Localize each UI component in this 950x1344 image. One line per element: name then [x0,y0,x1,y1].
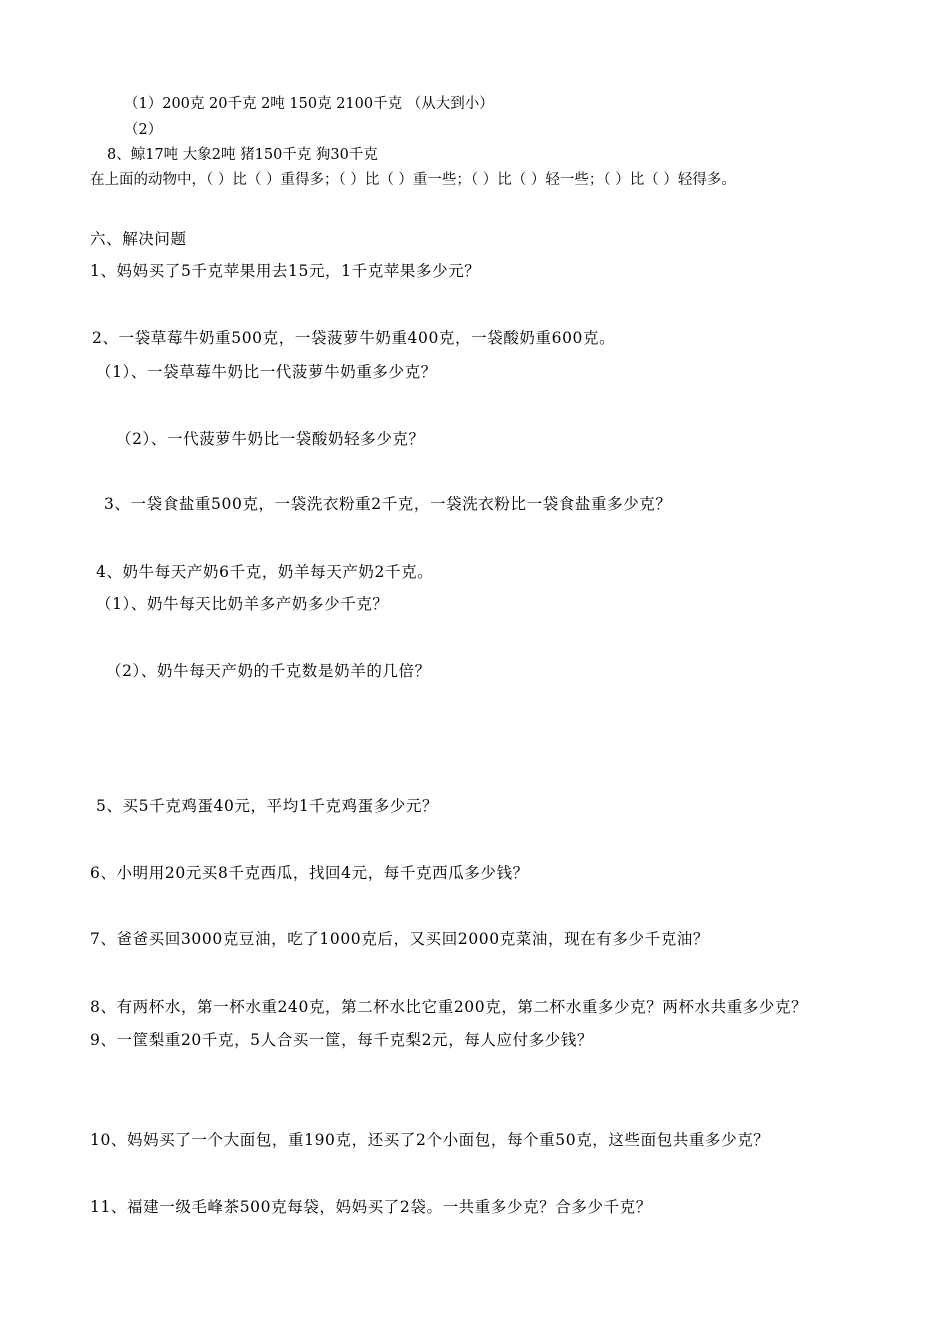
problem-9: 9、一筐梨重20千克，5人合买一筐，每千克梨2元，每人应付多少钱？ [90,1031,594,1049]
problem-4-part-1: （1）、奶牛每天比奶羊多产奶多少千克？ [96,595,389,613]
problem-4-part-2: （2）、奶牛每天产奶的千克数是奶羊的几倍？ [106,662,431,680]
problem-10: 10、妈妈买了一个大面包，重190克，还买了2个小面包，每个重50克，这些面包共重多少克？ [90,1131,770,1149]
problem-7: 7、爸爸买回3000克豆油，吃了1000克后，又买回2000克菜油，现在有多少千克油？ [90,930,710,948]
section-title: 六、解决问题 [90,230,187,248]
animal-weights: 8、鲸17吨 大象2吨 猪150千克 狗30千克 [107,147,378,163]
problem-11: 11、福建一级毛峰茶500克每袋，妈妈买了2袋。一共重多少克？合多少千克？ [90,1198,652,1216]
problem-4: 4、奶牛每天产奶6千克，奶羊每天产奶2千克。 [96,563,434,581]
ordering-item-2: （2） [124,122,163,138]
problem-2: 2、一袋草莓牛奶重500克，一袋菠萝牛奶重400克，一袋酸奶重600克。 [92,329,616,347]
problem-2-part-2: （2）、一代菠萝牛奶比一袋酸奶轻多少克？ [116,430,425,448]
problem-2-part-1: （1）、一袋草莓牛奶比一代菠萝牛奶重多少克？ [96,363,437,381]
problem-3: 3、一袋食盐重500克，一袋洗衣粉重2千克，一袋洗衣粉比一袋食盐重多少克？ [104,495,672,513]
problem-1: 1、妈妈买了5千克苹果用去15元，1千克苹果多少元？ [90,262,481,280]
problem-6: 6、小明用20元买8千克西瓜，找回4元，每千克西瓜多少钱？ [90,864,529,882]
problem-5: 5、买5千克鸡蛋40元，平均1千克鸡蛋多少元？ [96,797,439,815]
ordering-item-1: （1）200克 20千克 2吨 150克 2100千克 （从大到小） [124,96,494,112]
animal-compare-blanks: 在上面的动物中，（ ）比（ ）重得多；（ ）比（ ）重一些；（ ）比（ ）轻一些；（ ）比（ ）轻得多。 [90,172,736,188]
problem-8: 8、有两杯水，第一杯水重240克，第二杯水比它重200克，第二杯水重多少克？两杯水共重多少克？ [90,998,808,1016]
